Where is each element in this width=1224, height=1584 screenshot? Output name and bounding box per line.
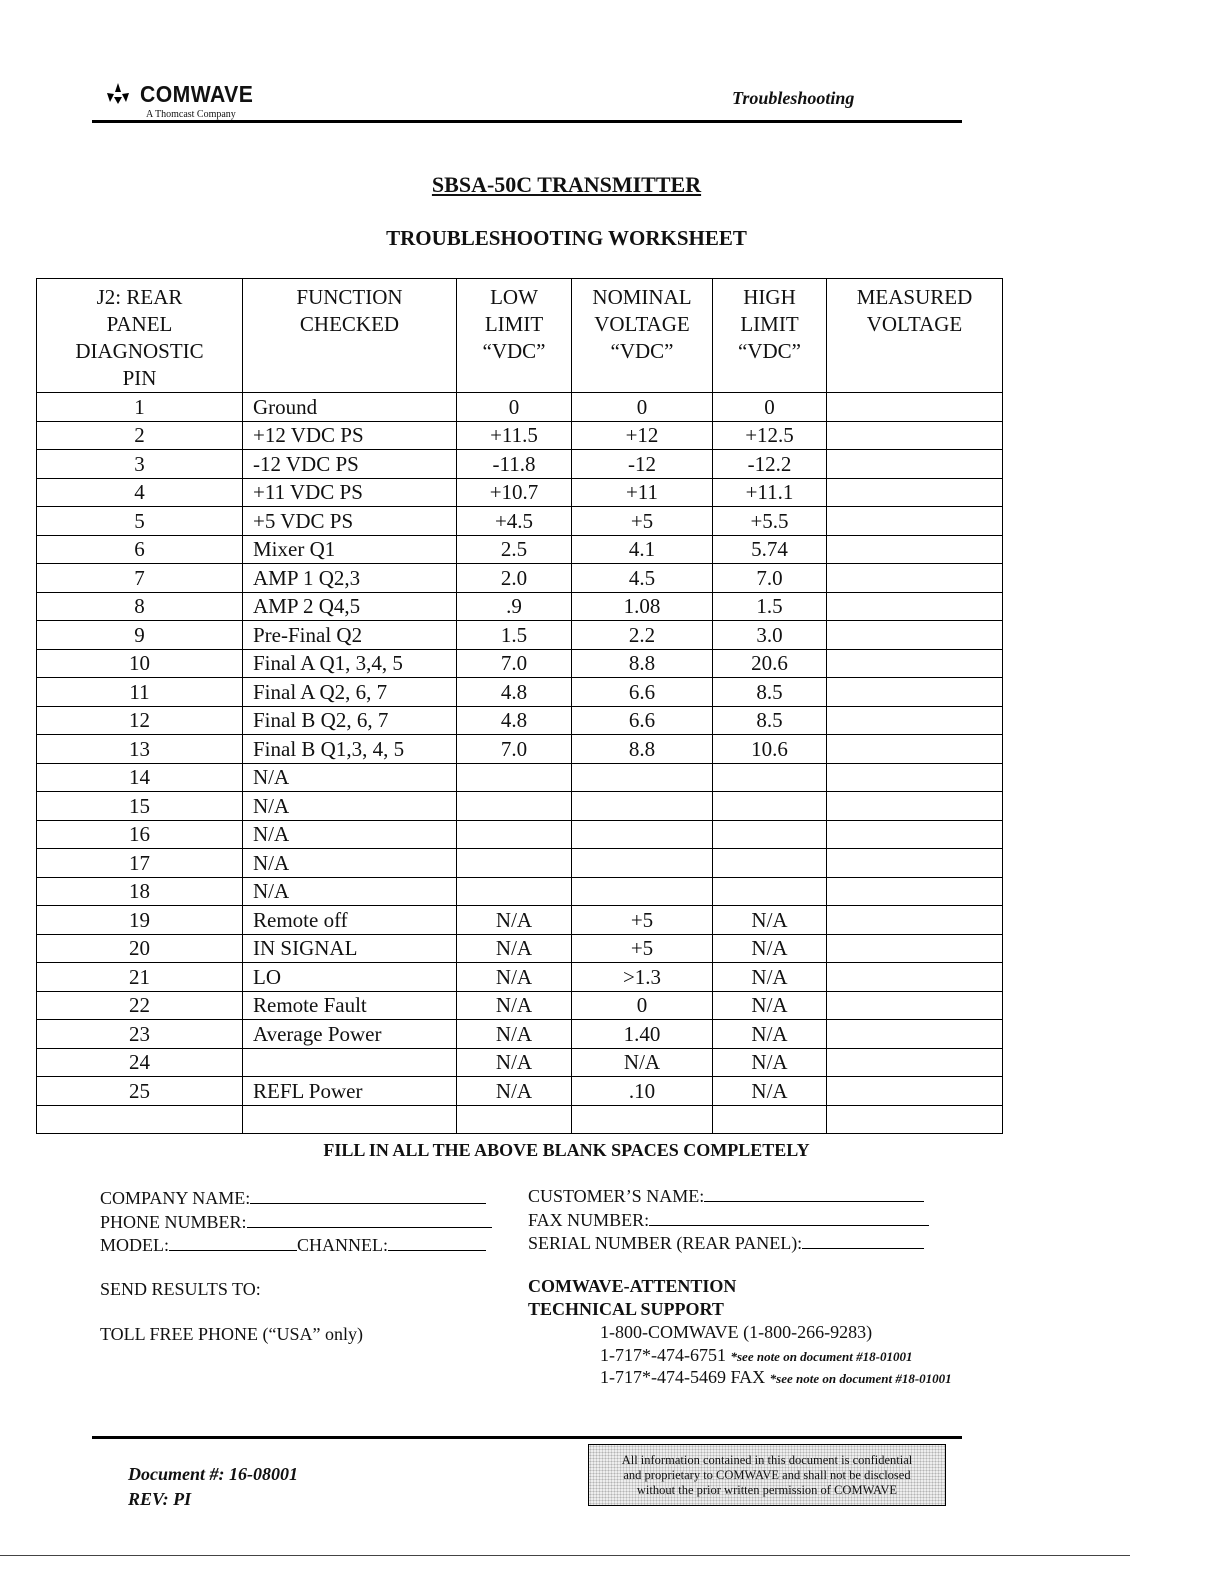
column-header-function (243, 279, 457, 393)
cell-function: Mixer Q1 (243, 535, 457, 564)
table-row (37, 535, 1003, 564)
cell-nominal-voltage (572, 792, 713, 821)
cell-high-limit: N/A (713, 963, 827, 992)
cell-measured-voltage[interactable] (827, 792, 1003, 821)
cell-function: N/A (243, 877, 457, 906)
channel-blank[interactable] (388, 1234, 486, 1251)
cell-function: +11 VDC PS (243, 478, 457, 507)
table-header-row (37, 279, 1003, 393)
cell-nominal-voltage: 6.6 (572, 678, 713, 707)
cell-measured-voltage[interactable] (827, 678, 1003, 707)
cell-high-limit (713, 792, 827, 821)
column-header-line: “VDC” (482, 339, 546, 363)
company-name-blank[interactable] (250, 1187, 486, 1204)
cell-low-limit: +10.7 (457, 478, 572, 507)
troubleshooting-table (36, 278, 1003, 1134)
cell-high-limit: N/A (713, 934, 827, 963)
cell-function: N/A (243, 792, 457, 821)
cell-low-limit (457, 849, 572, 878)
cell-function: Final A Q2, 6, 7 (243, 678, 457, 707)
cell-high-limit: 3.0 (713, 621, 827, 650)
cell-function: Final B Q2, 6, 7 (243, 706, 457, 735)
cell-pin: 18 (37, 877, 243, 906)
fax-number-blank[interactable] (649, 1209, 929, 1226)
column-header-line: “VDC” (610, 339, 674, 363)
toll-free-number: 1-800-COMWAVE (1-800-266-9283) (600, 1322, 873, 1342)
cell-pin: 10 (37, 649, 243, 678)
table-row (37, 678, 1003, 707)
cell-nominal-voltage: +5 (572, 906, 713, 935)
cell-pin: 5 (37, 507, 243, 536)
cell-high-limit: N/A (713, 906, 827, 935)
cell-function: N/A (243, 763, 457, 792)
column-header-line: NOMINAL (592, 285, 692, 309)
cell-high-limit: +5.5 (713, 507, 827, 536)
column-header-line: J2: REAR (96, 285, 183, 309)
table-row (37, 1048, 1003, 1077)
cell-nominal-voltage: .10 (572, 1077, 713, 1106)
table-row (37, 421, 1003, 450)
cell-function: Final B Q1,3, 4, 5 (243, 735, 457, 764)
main-phone-number: 1-717*-474-6751 (600, 1345, 726, 1365)
cell-low-limit: 7.0 (457, 649, 572, 678)
cell-measured-voltage[interactable] (827, 507, 1003, 536)
cell-low-limit: N/A (457, 906, 572, 935)
cell-low-limit: N/A (457, 963, 572, 992)
comwave-logo-icon (104, 81, 132, 107)
cell-low-limit: .9 (457, 592, 572, 621)
cell-high-limit (713, 820, 827, 849)
customer-name-blank[interactable] (704, 1185, 924, 1202)
cell-measured-voltage[interactable] (827, 877, 1003, 906)
cell-pin: 3 (37, 450, 243, 479)
cell-high-limit: +11.1 (713, 478, 827, 507)
cell-pin: 2 (37, 421, 243, 450)
cell-low-limit: 2.0 (457, 564, 572, 593)
document-revision: REV: PI (128, 1489, 192, 1509)
cell-measured-voltage[interactable] (827, 820, 1003, 849)
column-header-line: CHECKED (299, 312, 400, 336)
cell-function: Pre-Final Q2 (243, 621, 457, 650)
cell-pin: 21 (37, 963, 243, 992)
cell-function: Average Power (243, 1020, 457, 1049)
cell-pin: 14 (37, 763, 243, 792)
footer-divider (92, 1436, 962, 1439)
cell-low-limit: N/A (457, 934, 572, 963)
company-name-label: COMPANY NAME: (100, 1188, 251, 1208)
cell-measured-voltage[interactable] (827, 1105, 1003, 1134)
cell-high-limit: 10.6 (713, 735, 827, 764)
fill-instruction: FILL IN ALL THE ABOVE BLANK SPACES COMPLETELY (323, 1140, 810, 1160)
table-row (37, 706, 1003, 735)
cell-high-limit (713, 763, 827, 792)
model-channel-field (100, 1234, 486, 1256)
column-header-line: “VDC” (738, 339, 801, 363)
confidentiality-line: without the prior written permission of COMWAVE (636, 1483, 898, 1497)
cell-nominal-voltage: +5 (572, 934, 713, 963)
table-body (37, 393, 1003, 1134)
table-row (37, 792, 1003, 821)
cell-nominal-voltage: 8.8 (572, 649, 713, 678)
cell-nominal-voltage: 6.6 (572, 706, 713, 735)
cell-pin (37, 1105, 243, 1134)
column-header-high-limit (713, 279, 827, 393)
table-row (37, 877, 1003, 906)
cell-high-limit: 8.5 (713, 678, 827, 707)
cell-pin: 16 (37, 820, 243, 849)
table-row (37, 592, 1003, 621)
column-header-line: LIMIT (740, 312, 799, 336)
cell-measured-voltage[interactable] (827, 421, 1003, 450)
cell-function: REFL Power (243, 1077, 457, 1106)
cell-function: Remote Fault (243, 991, 457, 1020)
cell-high-limit: +12.5 (713, 421, 827, 450)
cell-pin: 20 (37, 934, 243, 963)
column-header-line: VOLTAGE (594, 312, 690, 336)
cell-nominal-voltage: 2.2 (572, 621, 713, 650)
cell-low-limit: N/A (457, 1048, 572, 1077)
cell-low-limit: N/A (457, 1020, 572, 1049)
cell-low-limit (457, 820, 572, 849)
cell-low-limit: 2.5 (457, 535, 572, 564)
fax-number-field (528, 1209, 929, 1231)
page-bottom-rule (0, 1555, 1130, 1556)
table-row (37, 649, 1003, 678)
cell-pin: 17 (37, 849, 243, 878)
fax-line (600, 1367, 952, 1388)
table-row (37, 849, 1003, 878)
header-divider (92, 120, 962, 123)
table-row (37, 393, 1003, 422)
cell-low-limit: 4.8 (457, 678, 572, 707)
column-header-low-limit (457, 279, 572, 393)
cell-nominal-voltage: 0 (572, 393, 713, 422)
company-name: COMWAVE (140, 80, 254, 107)
cell-pin: 23 (37, 1020, 243, 1049)
cell-function: -12 VDC PS (243, 450, 457, 479)
cell-pin: 24 (37, 1048, 243, 1077)
cell-measured-voltage[interactable] (827, 735, 1003, 764)
column-header-line: FUNCTION (296, 285, 403, 309)
cell-nominal-voltage (572, 849, 713, 878)
cell-function: N/A (243, 820, 457, 849)
cell-low-limit (457, 763, 572, 792)
column-header-line: MEASURED (856, 285, 973, 309)
cell-nominal-voltage: N/A (572, 1048, 713, 1077)
company-tagline: A Thomcast Company (146, 109, 236, 120)
cell-function: Remote off (243, 906, 457, 935)
cell-measured-voltage[interactable] (827, 1020, 1003, 1049)
page-subtitle: TROUBLESHOOTING WORKSHEET (386, 226, 747, 250)
cell-measured-voltage[interactable] (827, 906, 1003, 935)
cell-measured-voltage[interactable] (827, 649, 1003, 678)
column-header-line: LIMIT (484, 312, 544, 336)
cell-pin: 25 (37, 1077, 243, 1106)
cell-nominal-voltage: 1.40 (572, 1020, 713, 1049)
cell-high-limit: 1.5 (713, 592, 827, 621)
cell-nominal-voltage: >1.3 (572, 963, 713, 992)
cell-function (243, 1048, 457, 1077)
cell-measured-voltage[interactable] (827, 1077, 1003, 1106)
page-title: SBSA-50C TRANSMITTER (431, 172, 702, 197)
main-phone-line (600, 1345, 912, 1366)
cell-nominal-voltage (572, 820, 713, 849)
cell-low-limit: 4.8 (457, 706, 572, 735)
cell-nominal-voltage (572, 763, 713, 792)
cell-pin: 15 (37, 792, 243, 821)
cell-measured-voltage[interactable] (827, 763, 1003, 792)
cell-pin: 4 (37, 478, 243, 507)
confidentiality-line: and proprietary to COMWAVE and shall not be disclosed (623, 1468, 911, 1482)
cell-high-limit (713, 849, 827, 878)
confidentiality-line: All information contained in this document is confidential (621, 1453, 913, 1467)
cell-high-limit: 20.6 (713, 649, 827, 678)
cell-low-limit: 0 (457, 393, 572, 422)
table-row (37, 564, 1003, 593)
cell-function: Ground (243, 393, 457, 422)
cell-measured-voltage[interactable] (827, 564, 1003, 593)
attention-line-2: TECHNICAL SUPPORT (528, 1299, 724, 1319)
column-header-line: LOW (490, 285, 538, 309)
cell-high-limit: 0 (713, 393, 827, 422)
cell-pin: 6 (37, 535, 243, 564)
column-header-nominal-voltage (572, 279, 713, 393)
cell-measured-voltage[interactable] (827, 706, 1003, 735)
cell-high-limit: 8.5 (713, 706, 827, 735)
attention-line-1: COMWAVE-ATTENTION (528, 1276, 737, 1296)
cell-pin: 22 (37, 991, 243, 1020)
cell-low-limit: 1.5 (457, 621, 572, 650)
company-logo (104, 78, 263, 110)
cell-function (243, 1105, 457, 1134)
company-name-field (100, 1187, 486, 1209)
table-row (37, 507, 1003, 536)
column-header-pin (37, 279, 243, 393)
table-row (37, 934, 1003, 963)
cell-low-limit (457, 1105, 572, 1134)
cell-nominal-voltage: -12 (572, 450, 713, 479)
cell-high-limit: 7.0 (713, 564, 827, 593)
table-row (37, 991, 1003, 1020)
cell-low-limit: N/A (457, 1077, 572, 1106)
cell-pin: 7 (37, 564, 243, 593)
cell-pin: 13 (37, 735, 243, 764)
customer-name-label: CUSTOMER’S NAME: (528, 1186, 705, 1206)
cell-high-limit (713, 1105, 827, 1134)
table-row (37, 621, 1003, 650)
cell-nominal-voltage: 4.5 (572, 564, 713, 593)
cell-pin: 9 (37, 621, 243, 650)
model-label: MODEL: (100, 1235, 169, 1255)
cell-function: N/A (243, 849, 457, 878)
cell-measured-voltage[interactable] (827, 849, 1003, 878)
phone-number-field (100, 1211, 492, 1233)
cell-measured-voltage[interactable] (827, 450, 1003, 479)
cell-pin: 11 (37, 678, 243, 707)
cell-function: +5 VDC PS (243, 507, 457, 536)
cell-low-limit: N/A (457, 991, 572, 1020)
document-number: Document #: 16-08001 (128, 1464, 298, 1484)
cell-low-limit (457, 792, 572, 821)
cell-nominal-voltage: 1.08 (572, 592, 713, 621)
cell-measured-voltage[interactable] (827, 1048, 1003, 1077)
cell-nominal-voltage: +12 (572, 421, 713, 450)
customer-name-field (528, 1185, 924, 1207)
cell-function: AMP 2 Q4,5 (243, 592, 457, 621)
cell-measured-voltage[interactable] (827, 621, 1003, 650)
table-row (37, 906, 1003, 935)
cell-low-limit (457, 877, 572, 906)
cell-high-limit: N/A (713, 1077, 827, 1106)
toll-free-label: TOLL FREE PHONE (“USA” only) (100, 1324, 363, 1344)
phone-number-label: PHONE NUMBER: (100, 1212, 247, 1232)
cell-nominal-voltage: 0 (572, 991, 713, 1020)
cell-high-limit: N/A (713, 991, 827, 1020)
table-row (37, 763, 1003, 792)
cell-measured-voltage[interactable] (827, 991, 1003, 1020)
cell-low-limit: +4.5 (457, 507, 572, 536)
column-header-measured-voltage (827, 279, 1003, 393)
cell-measured-voltage[interactable] (827, 934, 1003, 963)
column-header-line: HIGH (743, 285, 796, 309)
cell-nominal-voltage: +11 (572, 478, 713, 507)
cell-measured-voltage[interactable] (827, 963, 1003, 992)
confidentiality-notice (588, 1444, 946, 1506)
cell-function: +12 VDC PS (243, 421, 457, 450)
cell-pin: 1 (37, 393, 243, 422)
cell-nominal-voltage (572, 1105, 713, 1134)
cell-nominal-voltage: 4.1 (572, 535, 713, 564)
serial-number-blank[interactable] (802, 1232, 924, 1249)
table-row (37, 1020, 1003, 1049)
serial-number-label: SERIAL NUMBER (REAR PANEL): (528, 1233, 803, 1253)
table-row (37, 820, 1003, 849)
cell-pin: 8 (37, 592, 243, 621)
cell-measured-voltage[interactable] (827, 535, 1003, 564)
table-row (37, 1105, 1003, 1134)
cell-high-limit: N/A (713, 1020, 827, 1049)
serial-number-field (528, 1232, 924, 1254)
cell-measured-voltage[interactable] (827, 592, 1003, 621)
main-fax-number: 1-717*-474-5469 FAX (600, 1367, 766, 1387)
cell-function: Final A Q1, 3,4, 5 (243, 649, 457, 678)
cell-nominal-voltage: +5 (572, 507, 713, 536)
cell-function: IN SIGNAL (243, 934, 457, 963)
table-row (37, 1077, 1003, 1106)
cell-pin: 12 (37, 706, 243, 735)
column-header-line: DIAGNOSTIC (75, 339, 204, 363)
column-header-line: PIN (122, 366, 157, 390)
cell-low-limit: 7.0 (457, 735, 572, 764)
cell-measured-voltage[interactable] (827, 478, 1003, 507)
send-results-label: SEND RESULTS TO: (100, 1279, 261, 1299)
cell-high-limit: -12.2 (713, 450, 827, 479)
phone-number-blank[interactable] (247, 1211, 492, 1228)
main-phone-note: *see note on document #18-01001 (730, 1349, 913, 1364)
cell-nominal-voltage: 8.8 (572, 735, 713, 764)
channel-label: CHANNEL: (297, 1235, 388, 1255)
main-fax-note: *see note on document #18-01001 (769, 1371, 952, 1386)
cell-nominal-voltage (572, 877, 713, 906)
model-blank[interactable] (169, 1234, 297, 1251)
table-row (37, 963, 1003, 992)
cell-pin: 19 (37, 906, 243, 935)
column-header-line: PANEL (106, 312, 173, 336)
cell-high-limit: 5.74 (713, 535, 827, 564)
cell-measured-voltage[interactable] (827, 393, 1003, 422)
cell-high-limit (713, 877, 827, 906)
table-row (37, 478, 1003, 507)
cell-function: LO (243, 963, 457, 992)
section-title: Troubleshooting (732, 88, 855, 108)
cell-function: AMP 1 Q2,3 (243, 564, 457, 593)
cell-low-limit: +11.5 (457, 421, 572, 450)
cell-low-limit: -11.8 (457, 450, 572, 479)
column-header-line: VOLTAGE (866, 312, 963, 336)
fax-number-label: FAX NUMBER: (528, 1210, 650, 1230)
table-row (37, 735, 1003, 764)
cell-high-limit: N/A (713, 1048, 827, 1077)
table-row (37, 450, 1003, 479)
